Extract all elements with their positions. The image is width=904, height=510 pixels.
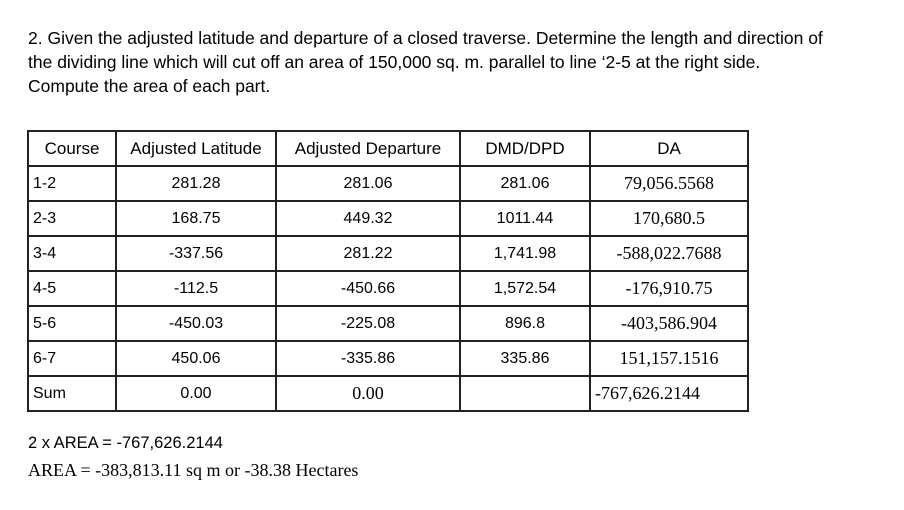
cell-da: -588,022.7688 — [590, 236, 748, 271]
cell-sum-departure: 0.00 — [276, 376, 460, 411]
table-row — [28, 271, 748, 306]
cell-latitude: -450.03 — [116, 306, 276, 341]
table-sum-row — [28, 376, 748, 411]
cell-sum-latitude: 0.00 — [116, 376, 276, 411]
header-dmd-dpd: DMD/DPD — [460, 131, 590, 166]
cell-course: 2-3 — [28, 201, 116, 236]
cell-sum-da: -767,626.2144 — [590, 376, 748, 411]
cell-latitude: -112.5 — [116, 271, 276, 306]
area-result: AREA = -383,813.11 sq m or -38.38 Hectares — [28, 460, 359, 480]
cell-da: -403,586.904 — [590, 306, 748, 341]
cell-dmd: 896.8 — [460, 306, 590, 341]
table-row — [28, 201, 748, 236]
double-area-result: 2 x AREA = -767,626.2144 — [28, 434, 223, 452]
traverse-table — [27, 130, 749, 412]
cell-course: 3-4 — [28, 236, 116, 271]
cell-latitude: 281.28 — [116, 166, 276, 201]
cell-da: -176,910.75 — [590, 271, 748, 306]
problem-statement — [28, 26, 898, 98]
cell-dmd: 1,741.98 — [460, 236, 590, 271]
cell-sum-dmd — [460, 376, 590, 411]
header-course: Course — [28, 131, 116, 166]
table-row — [28, 166, 748, 201]
cell-latitude: 450.06 — [116, 341, 276, 376]
cell-da: 170,680.5 — [590, 201, 748, 236]
cell-course: 1-2 — [28, 166, 116, 201]
header-adjusted-latitude: Adjusted Latitude — [116, 131, 276, 166]
cell-course: 6-7 — [28, 341, 116, 376]
cell-dmd: 1,572.54 — [460, 271, 590, 306]
cell-latitude: 168.75 — [116, 201, 276, 236]
cell-departure: 281.22 — [276, 236, 460, 271]
cell-dmd: 281.06 — [460, 166, 590, 201]
table-header-row — [28, 131, 748, 166]
cell-departure: -225.08 — [276, 306, 460, 341]
cell-course: 4-5 — [28, 271, 116, 306]
cell-course: 5-6 — [28, 306, 116, 341]
cell-sum-label: Sum — [28, 376, 116, 411]
cell-departure: 281.06 — [276, 166, 460, 201]
cell-latitude: -337.56 — [116, 236, 276, 271]
cell-dmd: 335.86 — [460, 341, 590, 376]
header-adjusted-departure: Adjusted Departure — [276, 131, 460, 166]
cell-da: 79,056.5568 — [590, 166, 748, 201]
cell-da: 151,157.1516 — [590, 341, 748, 376]
cell-departure: -335.86 — [276, 341, 460, 376]
table-row — [28, 306, 748, 341]
table-row — [28, 236, 748, 271]
header-da: DA — [590, 131, 748, 166]
problem-line-1: 2. Given the adjusted latitude and departure of a closed traverse. Determine the length and direction of — [28, 28, 823, 48]
table-row — [28, 341, 748, 376]
cell-departure: 449.32 — [276, 201, 460, 236]
problem-line-2: the dividing line which will cut off an area of 150,000 sq. m. parallel to line ‘2-5 at the right side. — [28, 52, 761, 72]
cell-departure: -450.66 — [276, 271, 460, 306]
problem-line-3: Compute the area of each part. — [28, 76, 271, 96]
cell-dmd: 1011.44 — [460, 201, 590, 236]
